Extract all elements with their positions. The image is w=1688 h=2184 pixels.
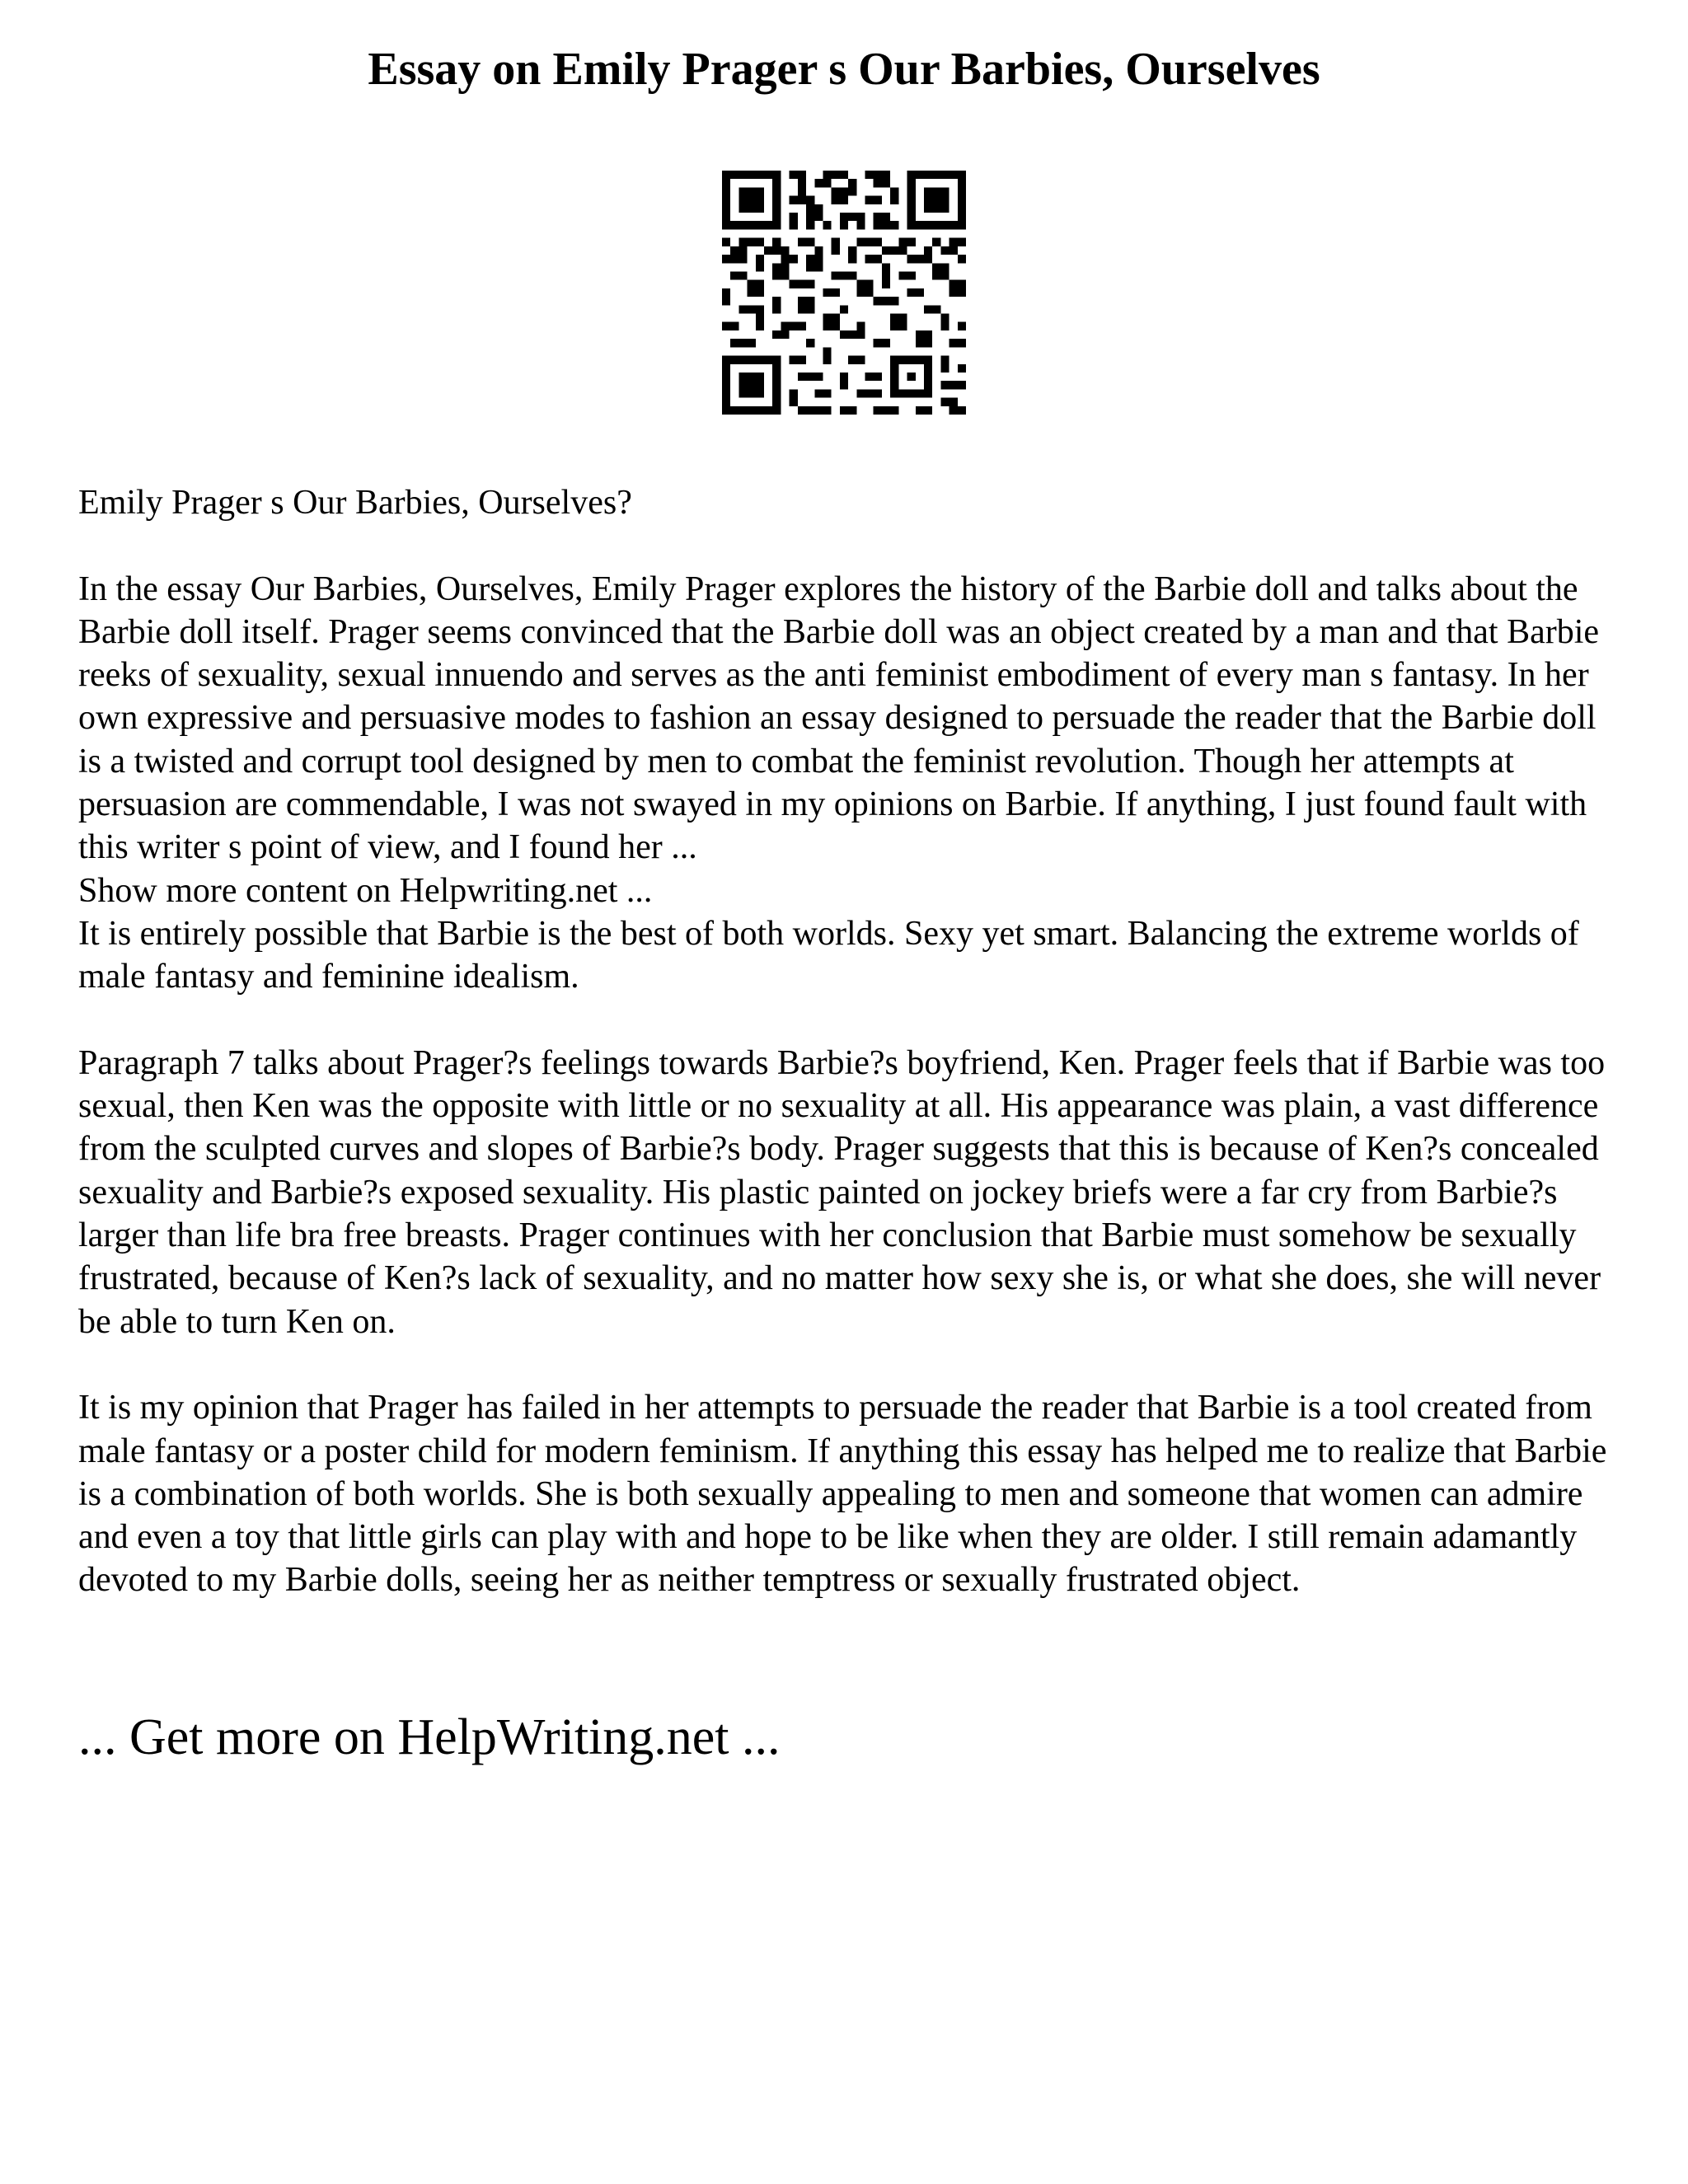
get-more-link[interactable]: ... Get more on HelpWriting.net ... (78, 1709, 781, 1765)
document-title: Essay on Emily Prager s Our Barbies, Ourselves (368, 44, 1320, 95)
paragraph-gap (78, 524, 1628, 567)
paragraph-gap (78, 1343, 1628, 1386)
show-more-link[interactable]: Show more content on Helpwriting.net ... (78, 871, 653, 910)
essay-paragraph: It is entirely possible that Barbie is the best of both worlds. Sexy yet smart. Balancing the extreme worlds of male fantasy and feminine idealism. (78, 914, 1579, 996)
essay-paragraph: Paragraph 7 talks about Prager?s feelings towards Barbie?s boyfriend, Ken. Prager feels that if Barbie was too sexual, then Ken was the opposite with little or no sexuality at all. His appearance was plain, a vast difference from the sculpted curves and slopes of Barbie?s body. Prager suggests that this is because of Ken?s concealed sexuality and Barbie?s exposed sexuality. His plastic painted on jockey briefs were a far cry from Barbie?s larger than life bra free breasts. Prager continues with her conclusion that Barbie must somehow be sexually frustrated, because of Ken?s lack of sexuality, and no matter how sexy she is, or what she does, she will never be able to turn Ken on. (78, 1043, 1606, 1341)
essay-body (78, 481, 1628, 1602)
paragraph-gap (78, 999, 1628, 1042)
essay-subtitle: Emily Prager s Our Barbies, Ourselves? (78, 484, 632, 522)
qr-code-icon (722, 171, 966, 415)
essay-paragraph: It is my opinion that Prager has failed in her attempts to persuade the reader that Barbie is a tool created from male fantasy or a poster child for modern feminism. If anything this essay has helped me to realize that Barbie is a combination of both worlds. She is both sexually appealing to men and someone that women can admire and even a toy that little girls can play with and hope to be like when they are older. I still remain adamantly devoted to my Barbie dolls, seeing her as neither temptress or sexually frustrated object. (78, 1389, 1607, 1600)
essay-paragraph: In the essay Our Barbies, Ourselves, Emily Prager explores the history of the Barbie doll and talks about the Barbie doll itself. Prager seems convinced that the Barbie doll was an object created by a man and that Barbie reeks of sexuality, sexual innuendo and serves as the anti feminist embodiment of every man s fantasy. In her own expressive and persuasive modes to fashion an essay designed to persuade the reader that the Barbie doll is a twisted and corrupt tool designed by men to combat the feminist revolution. Though her attempts at persuasion are commendable, I was not swayed in my opinions on Barbie. If anything, I just found fault with this writer s point of view, and I found her ... (78, 569, 1600, 867)
